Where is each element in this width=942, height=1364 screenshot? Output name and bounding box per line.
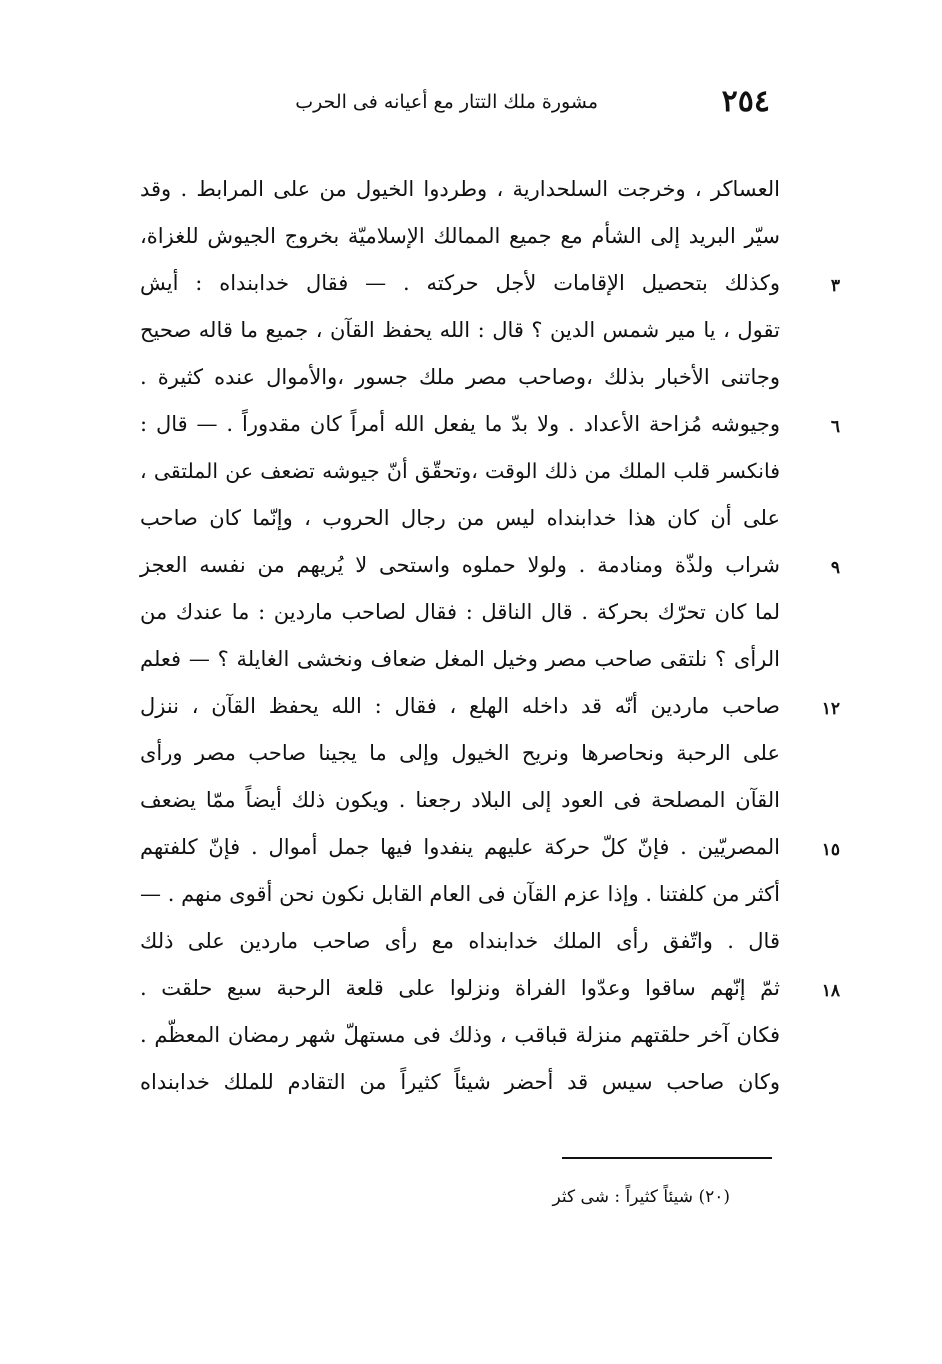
line-text: أكثر من كلفتنا . وإذا عزم القآن فى العام القابل نكون نحن أقوى منهم . — [140,882,780,906]
text-line [128,636,840,683]
text-line [128,307,840,354]
line-text: القآن المصلحة فى العود إلى البلاد رجعنا . ويكون ذلك أيضاً ممّا يضعف [140,788,780,812]
line-text: قال . واتّفق رأى الملك خدابنداه مع رأى صاحب ماردين على ذلك [140,929,780,953]
line-number: ١٨ [821,981,840,1001]
text-line [128,871,840,918]
text-line [128,354,840,401]
text-line [128,213,840,260]
page-number: ٢٥٤ [721,84,770,119]
line-text: على أن كان هذا خدابنداه ليس من رجال الحروب ، وإنّما كان صاحب [140,506,780,530]
page-header [295,80,770,124]
text-line [128,1059,840,1106]
footnote: (٢٠) شيئاً كثيراً : شى كثر [552,1187,730,1207]
line-text: وكذلك بتحصيل الإقامات لأجل حركته . — فقال خدابنداه : أيش [140,271,780,295]
text-line [128,1012,840,1059]
text-line [128,401,840,448]
line-text: شراب ولذّة ومنادمة . ولولا حملوه واستحى لا يُريهم من نفسه العجز [140,553,780,577]
text-line [128,542,840,589]
text-line [128,918,840,965]
line-text: فكان آخر حلقتهم منزلة قباقب ، وذلك فى مستهلّ شهر رمضان المعظّم . [140,1023,780,1047]
line-text: سيّر البريد إلى الشأم مع جميع الممالك الإسلاميّة بخروج الجيوش للغزاة، [140,224,780,248]
main-text [128,166,840,1106]
line-number: ٩ [830,558,840,578]
line-text: وجاتنى الأخبار بذلك ،وصاحب مصر ملك جسور ،والأموال عنده كثيرة . [140,365,780,389]
text-line [128,777,840,824]
line-text: العساكر ، وخرجت السلحدارية ، وطردوا الخيول من على المرابط . وقد [140,177,780,201]
text-line [128,965,840,1012]
text-line [128,824,840,871]
line-text: وجيوشه مُزاحة الأعداد . ولا بدّ ما يفعل الله أمراً كان مقدوراً . — قال : [140,412,780,436]
line-number: ١٥ [821,840,840,860]
text-line [128,495,840,542]
line-number: ٣ [830,276,840,296]
line-text: وكان صاحب سيس قد أحضر شيئاً كثيراً من التقادم للملك خدابنداه [140,1070,780,1094]
line-number: ٦ [830,417,840,437]
line-text: على الرحبة ونحاصرها ونريح الخيول وإلى ما يجينا صاحب مصر ورأى [140,741,780,765]
text-line [128,589,840,636]
line-text: صاحب ماردين أنّه قد داخله الهلع ، فقال : الله يحفظ القآن ، ننزل [140,694,780,718]
line-text: الرأى ؟ نلتقى صاحب مصر وخيل المغل ضعاف ونخشى الغايلة ؟ — فعلم [140,647,780,671]
text-line [128,448,840,495]
line-text: ثمّ إنّهم ساقوا وعدّوا الفراة ونزلوا على قلعة الرحبة سبع حلقت . [140,976,780,1000]
line-text: لما كان تحرّك بحركة . قال الناقل : فقال لصاحب ماردين : ما عندك من [140,600,780,624]
text-line [128,260,840,307]
line-text: تقول ، يا مير شمس الدين ؟ قال : الله يحفظ القآن ، جميع ما قاله صحيح [140,318,780,342]
line-text: فانكسر قلب الملك من ذلك الوقت ،وتحقّق أنّ جيوشه تضعف عن الملتقى ، [140,459,780,483]
text-line [128,166,840,213]
running-title: مشورة ملك التتار مع أعيانه فى الحرب [295,91,598,113]
footnote-divider [562,1157,772,1159]
line-number: ١٢ [821,699,840,719]
text-line [128,683,840,730]
text-line [128,730,840,777]
line-text: المصريّين . فإنّ كلّ حركة عليهم ينفدوا فيها جمل أموال . فإنّ كلفتهم [140,835,780,859]
